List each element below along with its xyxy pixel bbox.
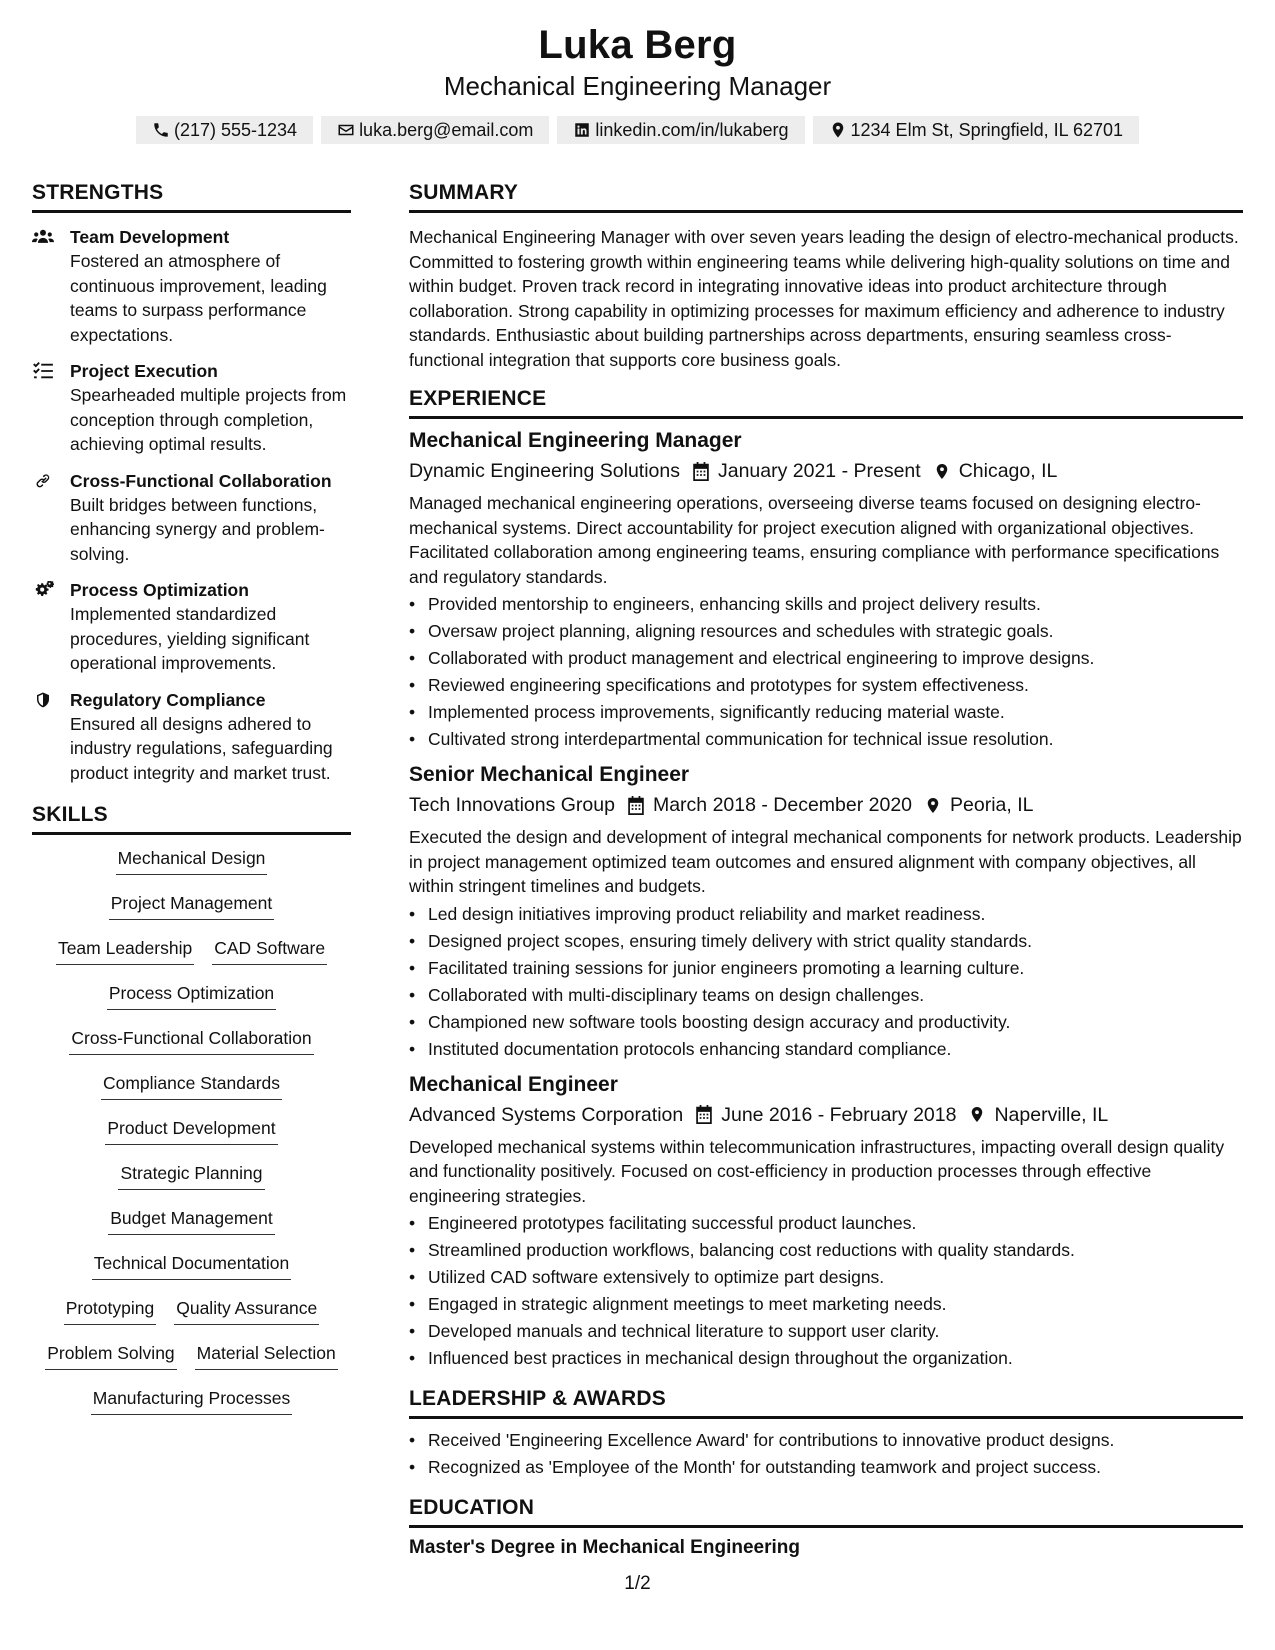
calendar-icon [695,1105,713,1124]
shield-icon [32,691,54,709]
linkedin-icon [573,121,591,139]
education-section [409,1495,1243,1560]
strength-title: Cross-Functional Collaboration [70,470,332,491]
bullet-item: • Developed manuals and technical literature to support user clarity. [409,1318,1243,1345]
award-item: • Received 'Engineering Excellence Award' for contributions to innovative product designs. [409,1427,1243,1454]
skill-tag: Problem Solving [45,1342,176,1370]
skill-tag: Strategic Planning [118,1162,264,1190]
phone-icon [152,121,170,139]
strength-item [32,469,351,567]
strength-desc: Spearheaded multiple projects from conception through completion, achieving optimal results. [70,385,347,454]
strength-title: Project Execution [70,361,218,381]
gears-icon [32,581,54,599]
bullet-item: • Championed new software tools boosting design accuracy and productivity. [409,1009,1243,1036]
job-dates: March 2018 - December 2020 [652,794,913,816]
envelope-icon [337,121,355,139]
contact-bar [0,116,1275,144]
users-icon [32,228,54,246]
skill-tag: Mechanical Design [116,847,268,875]
strength-title: Process Optimization [70,580,249,600]
job-entry [409,1071,1243,1373]
job-description: Developed mechanical systems within telecommunication infrastructures, impacting overall design quality and functionality positively. Focused on cost-efficiency in production processes through effective engineering strategies. [409,1136,1225,1206]
skill-tag: Technical Documentation [92,1252,292,1280]
map-pin-icon [968,1105,986,1124]
bullet-item: • Designed project scopes, ensuring timely delivery with strict quality standards. [409,928,1243,955]
strength-desc: Ensured all designs adhered to industry regulations, safeguarding product integrity and market trust. [70,713,333,783]
strengths-section [32,180,351,785]
job-meta [409,1102,1243,1128]
map-pin-icon [924,796,942,815]
job-location: Naperville, IL [994,1103,1109,1126]
contact-text: (217) 555-1234 [173,120,298,140]
job-location: Chicago, IL [958,460,1058,482]
skills-section [32,802,351,1432]
skill-tag: Manufacturing Processes [91,1387,292,1415]
job-company: Dynamic Engineering Solutions [409,460,680,482]
bullet-item: • Collaborated with multi-disciplinary teams on design challenges. [409,982,1243,1009]
strength-item [32,225,351,347]
job-dates: January 2021 - Present [717,460,921,482]
skill-tag: Project Management [109,892,274,920]
contact-text: linkedin.com/in/lukaberg [595,120,789,140]
job-meta [409,458,1243,484]
contact-linkedin[interactable] [557,116,804,144]
list-check-icon [32,362,54,380]
job-location: Peoria, IL [950,794,1034,816]
bullet-item: • Engaged in strategic alignment meetings to meet marketing needs. [409,1291,1243,1318]
bullet-item: • Led design initiatives improving product reliability and market readiness. [409,901,1243,928]
skill-tag: Cross-Functional Collaboration [69,1027,313,1055]
job-description: Executed the design and development of integral mechanical components for network products. Leadership in project management optimized team outcomes and ensured alignment with company objectives, all within stringent timelines and budgets. [409,827,1242,896]
bullet-item: • Oversaw project planning, aligning resources and schedules with strategic goals. [409,618,1243,645]
skill-tag: Quality Assurance [174,1297,319,1325]
contact-email[interactable] [321,116,549,144]
calendar-icon [627,796,645,815]
bullet-item: • Implemented process improvements, significantly reducing material waste. [409,699,1243,726]
experience-section [409,386,1243,1372]
candidate-title: Mechanical Engineering Manager [443,71,832,101]
education-heading: EDUCATION [409,1495,1243,1528]
strength-desc: Built bridges between functions, enhancing synergy and problem-solving. [70,494,325,564]
job-company: Advanced Systems Corporation [409,1103,684,1126]
job-title: Senior Mechanical Engineer [409,763,690,786]
bullet-item: • Provided mentorship to engineers, enhancing skills and project delivery results. [409,591,1243,618]
map-pin-icon [829,121,847,139]
right-column [409,180,1243,1560]
skill-tag: Prototyping [64,1297,157,1325]
bullet-item: • Reviewed engineering specifications and prototypes for system effectiveness. [409,672,1243,699]
calendar-icon [692,462,710,481]
contact-text: 1234 Elm St, Springfield, IL 62701 [850,120,1124,140]
awards-section [409,1386,1243,1481]
skill-tag: CAD Software [212,937,327,965]
strength-item [32,359,351,457]
job-bullets [409,901,1243,1063]
strength-desc: Fostered an atmosphere of continuous improvement, leading teams to surpass performance expectations. [70,251,327,345]
job-dates: June 2016 - February 2018 [721,1103,957,1126]
link-icon [32,472,54,490]
skills-list [32,847,351,1432]
bullet-item: • Streamlined production workflows, balancing cost reductions with quality standards. [409,1237,1243,1264]
contact-phone[interactable] [136,116,313,144]
skill-tag: Compliance Standards [101,1072,282,1100]
awards-list [409,1427,1243,1481]
page-number: 1/2 [624,1573,651,1594]
strength-item [32,688,351,786]
candidate-name: Luka Berg [538,23,737,67]
bullet-item: • Facilitated training sessions for junior engineers promoting a learning culture. [409,955,1243,982]
awards-heading: LEADERSHIP & AWARDS [409,1386,1243,1419]
strength-item [32,578,351,676]
strengths-heading: STRENGTHS [32,180,351,213]
job-bullets [409,591,1243,753]
skills-heading: SKILLS [32,802,351,835]
education-degree: Master's Degree in Mechanical Engineering [409,1537,800,1558]
contact-address [813,116,1140,144]
skill-tag: Product Development [105,1117,277,1145]
bullet-item: • Influenced best practices in mechanical design throughout the organization. [409,1345,1243,1372]
strength-desc: Implemented standardized procedures, yielding significant operational improvements. [70,604,310,673]
job-bullets [409,1210,1243,1372]
job-title: Mechanical Engineer [409,1072,618,1096]
job-entry [409,427,1243,753]
job-company: Tech Innovations Group [409,794,615,816]
summary-section [409,180,1243,372]
resume-header [0,22,1275,144]
summary-text: Mechanical Engineering Manager with over seven years leading the design of electro-mechanical products. Committed to fostering growth within engineering teams while delivering high-quality solutions on time and within budget. Proven track record in integrating innovative ideas into product architecture through collaboration. Strong capability in optimizing processes for maximum efficiency and adherence to industry standards. Enthusiastic about building partnerships across departments, ensuring seamless cross-functional integration that supports core business goals. [409,227,1239,370]
summary-heading: SUMMARY [409,180,1243,213]
bullet-item: • Cultivated strong interdepartmental communication for technical issue resolution. [409,726,1243,753]
bullet-item: • Engineered prototypes facilitating successful product launches. [409,1210,1243,1237]
map-pin-icon [933,462,951,481]
job-meta [409,792,1243,818]
left-column [32,180,351,1432]
skill-tag: Budget Management [108,1207,274,1235]
skill-tag: Material Selection [195,1342,338,1370]
job-description: Managed mechanical engineering operations, overseeing diverse teams focused on designing electro-mechanical systems. Direct accountability for project execution aligned with organizational objectives. Facilitated collaboration among engineering teams, ensuring compliance with performance specifications and regulatory standards. [409,493,1220,587]
strength-title: Team Development [70,227,230,247]
award-item: • Recognized as 'Employee of the Month' for outstanding teamwork and project success. [409,1454,1243,1481]
skill-tag: Process Optimization [107,982,276,1010]
bullet-item: • Instituted documentation protocols enhancing standard compliance. [409,1036,1243,1063]
experience-heading: EXPERIENCE [409,386,1243,419]
bullet-item: • Collaborated with product management and electrical engineering to improve designs. [409,645,1243,672]
skill-tag: Team Leadership [56,937,194,965]
contact-text: luka.berg@email.com [359,120,534,140]
bullet-item: • Utilized CAD software extensively to optimize part designs. [409,1264,1243,1291]
job-entry [409,761,1243,1063]
strengths-list [32,225,351,785]
strength-title: Regulatory Compliance [70,689,266,710]
job-title: Mechanical Engineering Manager [409,429,742,452]
